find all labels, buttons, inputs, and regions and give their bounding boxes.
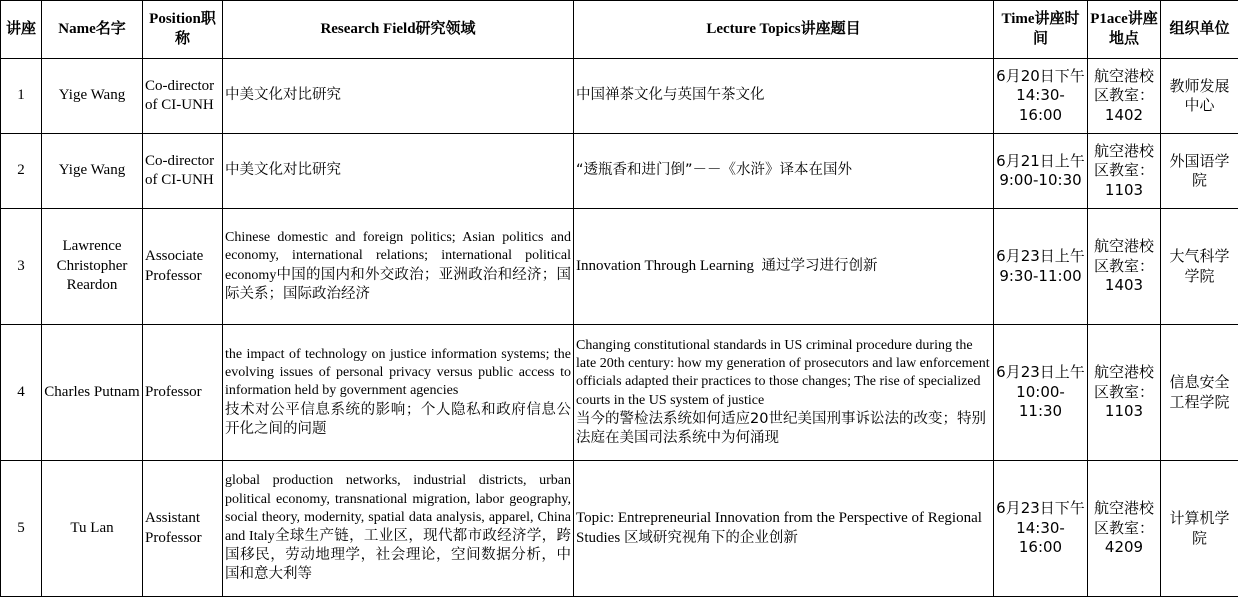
lecture-topic (574, 59, 994, 134)
lecture-topic-zh: 区域研究视角下的企业创新 (623, 529, 798, 546)
lecture-topic (574, 134, 994, 209)
col-header-time: Time讲座时间 (994, 1, 1088, 59)
lecture-topic-en: Innovation Through Learning (576, 257, 755, 274)
research-field (223, 325, 574, 461)
speaker-name: Yige Wang (42, 134, 143, 209)
lecture-place: 航空港校区教室：1402 (1088, 59, 1161, 134)
lecture-topic-en: Topic: Entrepreneurial Innovation from the Perspective of Regional Studies (576, 510, 982, 546)
lecture-topic-zh: 当今的警检法系统如何适应20世纪美国刑事诉讼法的改变；特别法庭在美国司法系统中为何涌现 (576, 410, 986, 446)
lecture-place: 航空港校区教室：1103 (1088, 134, 1161, 209)
organizer: 教师发展中心 (1161, 59, 1238, 134)
organizer: 外国语学院 (1161, 134, 1238, 209)
row-number: 1 (1, 59, 42, 134)
lecture-time: 6月21日上午 9:00-10:30 (994, 134, 1088, 209)
header-row (1, 1, 1238, 59)
research-field-en: Chinese domestic and foreign politics; Asian politics and economy, international relations; international political economy (225, 230, 571, 283)
lecture-topic (574, 325, 994, 461)
speaker-position: Associate Professor (143, 209, 223, 325)
research-field-zh: 中美文化对比研究 (225, 87, 341, 104)
row-number: 5 (1, 461, 42, 597)
lecture-topic-en: Changing constitutional standards in US criminal procedure during the late 20th century: how my generation of prosecutors and law enforcement officials adapted their practices to those changes; The rise of specialized courts in the US system of justice (576, 337, 990, 408)
speaker-name: Charles Putnam (42, 325, 143, 461)
lecture-topic-zh: 中国禅茶文化与英国午茶文化 (576, 87, 765, 104)
col-header-place: P1ace讲座地点 (1088, 1, 1161, 59)
speaker-position: Professor (143, 325, 223, 461)
research-field-zh: 中国的国内和外交政治；亚洲政治和经济；国际关系；国际政治经济 (225, 266, 571, 302)
lecture-topic (574, 461, 994, 597)
table-row (1, 134, 1238, 209)
speaker-name: Yige Wang (42, 59, 143, 134)
lecture-time: 6月20日下午 14:30-16:00 (994, 59, 1088, 134)
col-header-no: 讲座 (1, 1, 42, 59)
row-number: 2 (1, 134, 42, 209)
research-field-en: global production networks, industrial districts, urban political economy, transnational migration, labor geography, social theory, modernity, spatial data analysis, apparel, China and Italy (225, 473, 571, 544)
col-header-org: 组织单位 (1161, 1, 1238, 59)
table-row (1, 59, 1238, 134)
research-field-zh: 全球生产链，工业区，现代都市政经济学，跨国移民，劳动地理学，社会理论，空间数据分析，中国和意大利等 (225, 528, 571, 583)
lecture-place: 航空港校区教室：4209 (1088, 461, 1161, 597)
speaker-position: Assistant Professor (143, 461, 223, 597)
speaker-position: Co-director of CI-UNH (143, 59, 223, 134)
speaker-name: Lawrence Christopher Reardon (42, 209, 143, 325)
organizer: 信息安全工程学院 (1161, 325, 1238, 461)
lecture-topic (574, 209, 994, 325)
lecture-topic-zh: 通过学习进行创新 (761, 257, 878, 274)
lecture-place: 航空港校区教室：1103 (1088, 325, 1161, 461)
research-field-zh: 中美文化对比研究 (225, 162, 341, 179)
table-row (1, 325, 1238, 461)
row-number: 4 (1, 325, 42, 461)
col-header-position: Position职称 (143, 1, 223, 59)
speaker-name: Tu Lan (42, 461, 143, 597)
lecture-place: 航空港校区教室：1403 (1088, 209, 1161, 325)
research-field (223, 461, 574, 597)
col-header-name: Name名字 (42, 1, 143, 59)
table-row (1, 461, 1238, 597)
lecture-time: 6月23日上午 10:00-11:30 (994, 325, 1088, 461)
organizer: 大气科学学院 (1161, 209, 1238, 325)
col-header-topic: Lecture Topics讲座题目 (574, 1, 994, 59)
table-row (1, 209, 1238, 325)
research-field (223, 209, 574, 325)
research-field (223, 134, 574, 209)
lecture-time: 6月23日上午 9:30-11:00 (994, 209, 1088, 325)
col-header-field: Research Field研究领域 (223, 1, 574, 59)
research-field-en: the impact of technology on justice information systems; the evolving issues of personal privacy versus public access to information held by government agencies (225, 347, 571, 399)
lecture-topic-zh: “透瓶香和进门倒”－－《水浒》译本在国外 (576, 162, 853, 179)
research-field (223, 59, 574, 134)
speaker-position: Co-director of CI-UNH (143, 134, 223, 209)
organizer: 计算机学院 (1161, 461, 1238, 597)
research-field-zh: 技术对公平信息系统的影响；个人隐私和政府信息公开化之间的问题 (225, 401, 571, 437)
row-number: 3 (1, 209, 42, 325)
lecture-time: 6月23日下午 14:30-16:00 (994, 461, 1088, 597)
